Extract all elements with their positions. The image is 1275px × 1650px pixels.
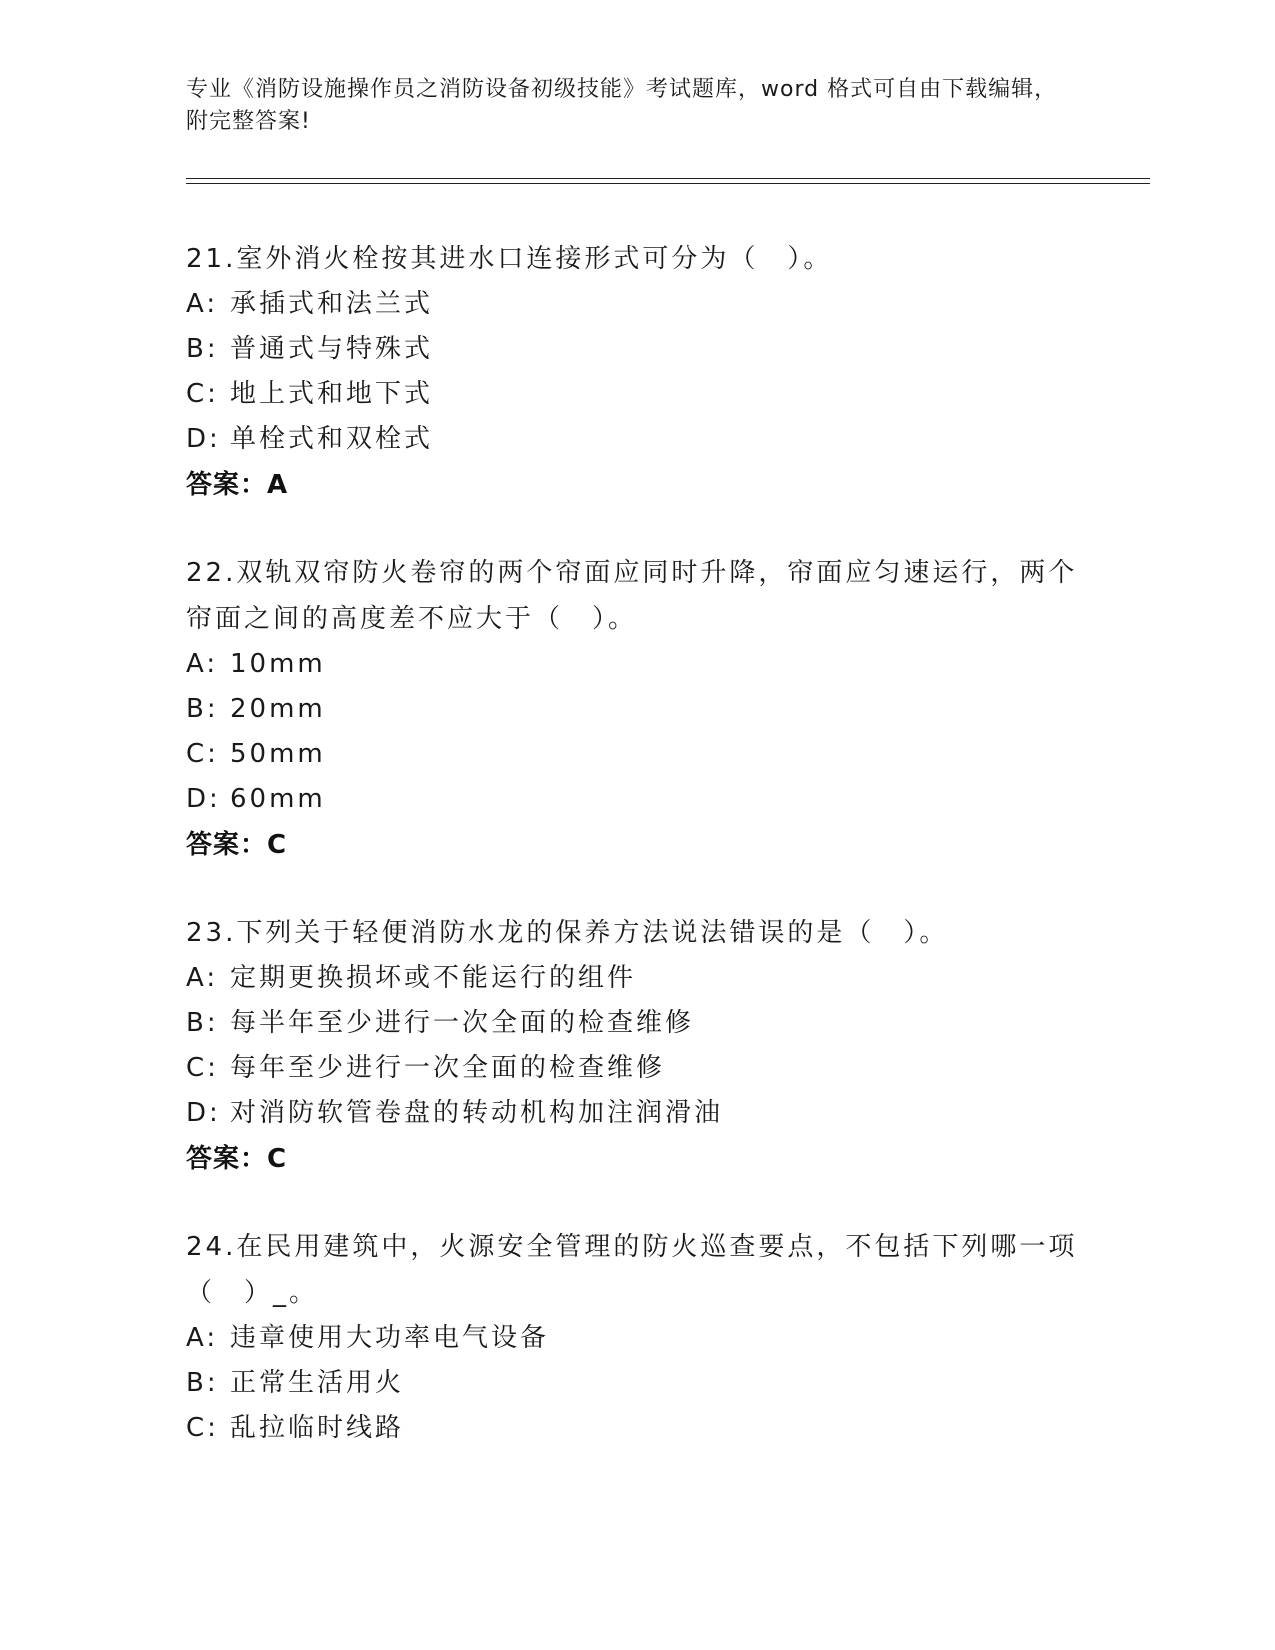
question-21	[186, 236, 1086, 508]
answer-line: 答案：A	[186, 470, 289, 500]
option-letter: C:	[186, 379, 219, 409]
option-text: 50mm	[230, 739, 326, 769]
option-text: 普通式与特殊式	[230, 334, 434, 364]
option-text: 每年至少进行一次全面的检查维修	[230, 1053, 666, 1083]
option-a	[186, 642, 1086, 687]
option-c	[186, 1046, 1086, 1091]
option-text: 定期更换损坏或不能运行的组件	[230, 963, 637, 993]
option-c	[186, 732, 1086, 777]
option-text: 每半年至少进行一次全面的检查维修	[230, 1008, 695, 1038]
option-letter: D:	[186, 784, 221, 814]
option-letter: B:	[186, 334, 219, 364]
option-letter: C:	[186, 1413, 219, 1443]
option-letter: C:	[186, 1053, 219, 1083]
option-text: 60mm	[230, 784, 326, 814]
option-text: 10mm	[230, 649, 326, 679]
header-intro: 专业《消防设施操作员之消防设备初级技能》考试题库，word 格式可自由下载编辑，附完整答案!	[186, 77, 1058, 134]
option-text: 承插式和法兰式	[230, 289, 434, 319]
question-text: 22.双轨双帘防火卷帘的两个帘面应同时升降，帘面应匀速运行，两个帘面之间的高度差不应大于（ ）。	[186, 558, 1078, 634]
option-letter: C:	[186, 739, 219, 769]
option-b	[186, 1001, 1086, 1046]
question-23	[186, 910, 1086, 1182]
option-c	[186, 372, 1086, 417]
option-letter: A:	[186, 963, 219, 993]
option-letter: A:	[186, 289, 219, 319]
question-24	[186, 1224, 1086, 1451]
option-text: 正常生活用火	[230, 1368, 405, 1398]
header-divider-top	[186, 178, 1150, 179]
question-list	[186, 236, 1086, 1493]
option-letter: D:	[186, 1098, 221, 1128]
option-d	[186, 777, 1086, 822]
option-a	[186, 282, 1086, 327]
option-a	[186, 956, 1086, 1001]
question-text: 24.在民用建筑中，火源安全管理的防火巡查要点，不包括下列哪一项（ ）_。	[186, 1232, 1078, 1308]
option-letter: B:	[186, 694, 219, 724]
option-b	[186, 1361, 1086, 1406]
option-text: 20mm	[230, 694, 326, 724]
option-text: 对消防软管卷盘的转动机构加注润滑油	[230, 1098, 724, 1128]
question-text: 21.室外消火栓按其进水口连接形式可分为（ ）。	[186, 244, 833, 274]
option-letter: B:	[186, 1008, 219, 1038]
answer-line: 答案：C	[186, 830, 288, 860]
header-divider-bottom	[186, 183, 1150, 184]
answer-line: 答案：C	[186, 1144, 288, 1174]
option-text: 乱拉临时线路	[230, 1413, 405, 1443]
option-d	[186, 1091, 1086, 1136]
question-22	[186, 550, 1086, 868]
option-d	[186, 417, 1086, 462]
option-letter: B:	[186, 1368, 219, 1398]
option-b	[186, 327, 1086, 372]
option-b	[186, 687, 1086, 732]
option-letter: A:	[186, 649, 219, 679]
option-text: 单栓式和双栓式	[230, 424, 434, 454]
option-text: 地上式和地下式	[230, 379, 434, 409]
option-a	[186, 1316, 1086, 1361]
question-text: 23.下列关于轻便消防水龙的保养方法说法错误的是（ ）。	[186, 918, 949, 948]
option-letter: A:	[186, 1323, 219, 1353]
option-c	[186, 1406, 1086, 1451]
option-letter: D:	[186, 424, 221, 454]
option-text: 违章使用大功率电气设备	[230, 1323, 550, 1353]
